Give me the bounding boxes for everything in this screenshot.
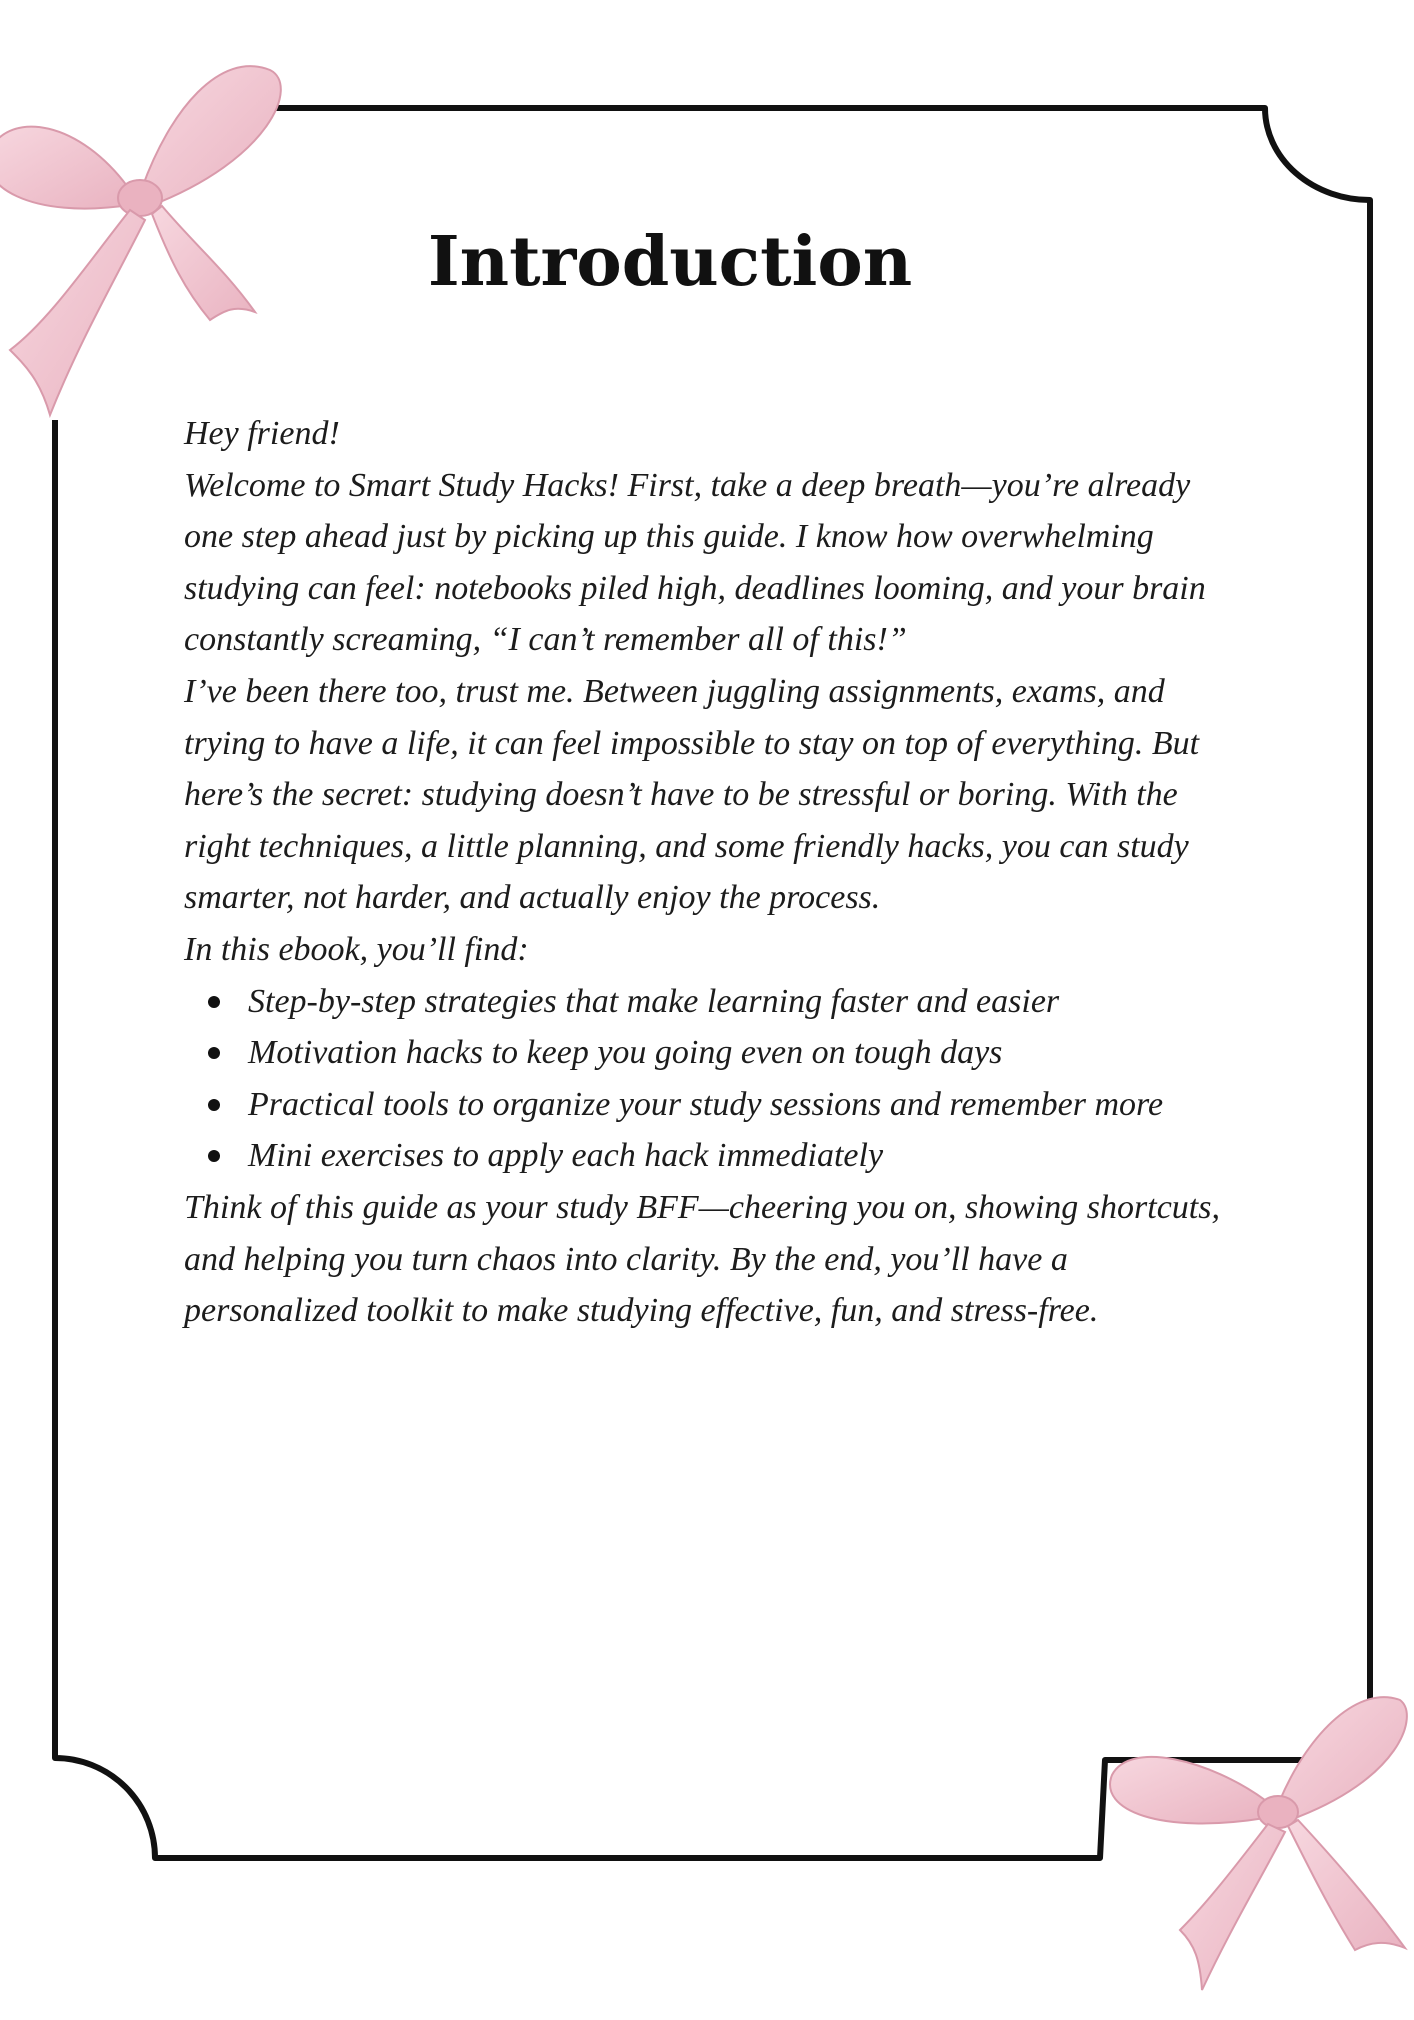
bullet-icon (208, 1047, 220, 1059)
body-text (184, 408, 1244, 1337)
feature-list (184, 976, 1244, 1182)
ribbon-bow-icon (1090, 1660, 1414, 2020)
list-item (248, 976, 1244, 1028)
ribbon-bow-icon (0, 20, 330, 440)
list-item (248, 1027, 1244, 1079)
list-item (248, 1079, 1244, 1131)
paragraph: Welcome to Smart Study Hacks! First, take a deep breath—you’re already one step ahead just by picking up this guide. I know how overwhelming studying can feel: notebooks piled high, deadlines looming, and your brain constantly screaming, “I can’t remember all of this!” (184, 466, 1206, 659)
greeting: Hey friend! (184, 415, 340, 452)
list-item-text: Mini exercises to apply each hack immediately (248, 1137, 884, 1175)
page-title: Introduction (427, 222, 913, 302)
closing-paragraph: Think of this guide as your study BFF—cheering you on, showing shortcuts, and helping you turn chaos into clarity. By the end, you’ll have a personalized toolkit to make studying effective, fun, and stress-free. (184, 1188, 1220, 1330)
list-item-text: Step-by-step strategies that make learning faster and easier (248, 982, 1060, 1020)
paragraph: I’ve been there too, trust me. Between juggling assignments, exams, and trying to have a life, it can feel impossible to stay on top of everything. But here’s the secret: studying doesn’t have to be stressful or boring. With the right techniques, a little planning, and some friendly hacks, you can study smarter, not harder, and actually enjoy the process. (184, 672, 1200, 917)
bullet-icon (208, 996, 220, 1008)
bullet-icon (208, 1099, 220, 1111)
bullet-icon (208, 1150, 220, 1162)
list-item-text: Practical tools to organize your study sessions and remember more (248, 1085, 1164, 1123)
paragraph: In this ebook, you’ll find: (184, 930, 529, 968)
list-item (248, 1130, 1244, 1182)
list-item-text: Motivation hacks to keep you going even on tough days (248, 1034, 1003, 1072)
